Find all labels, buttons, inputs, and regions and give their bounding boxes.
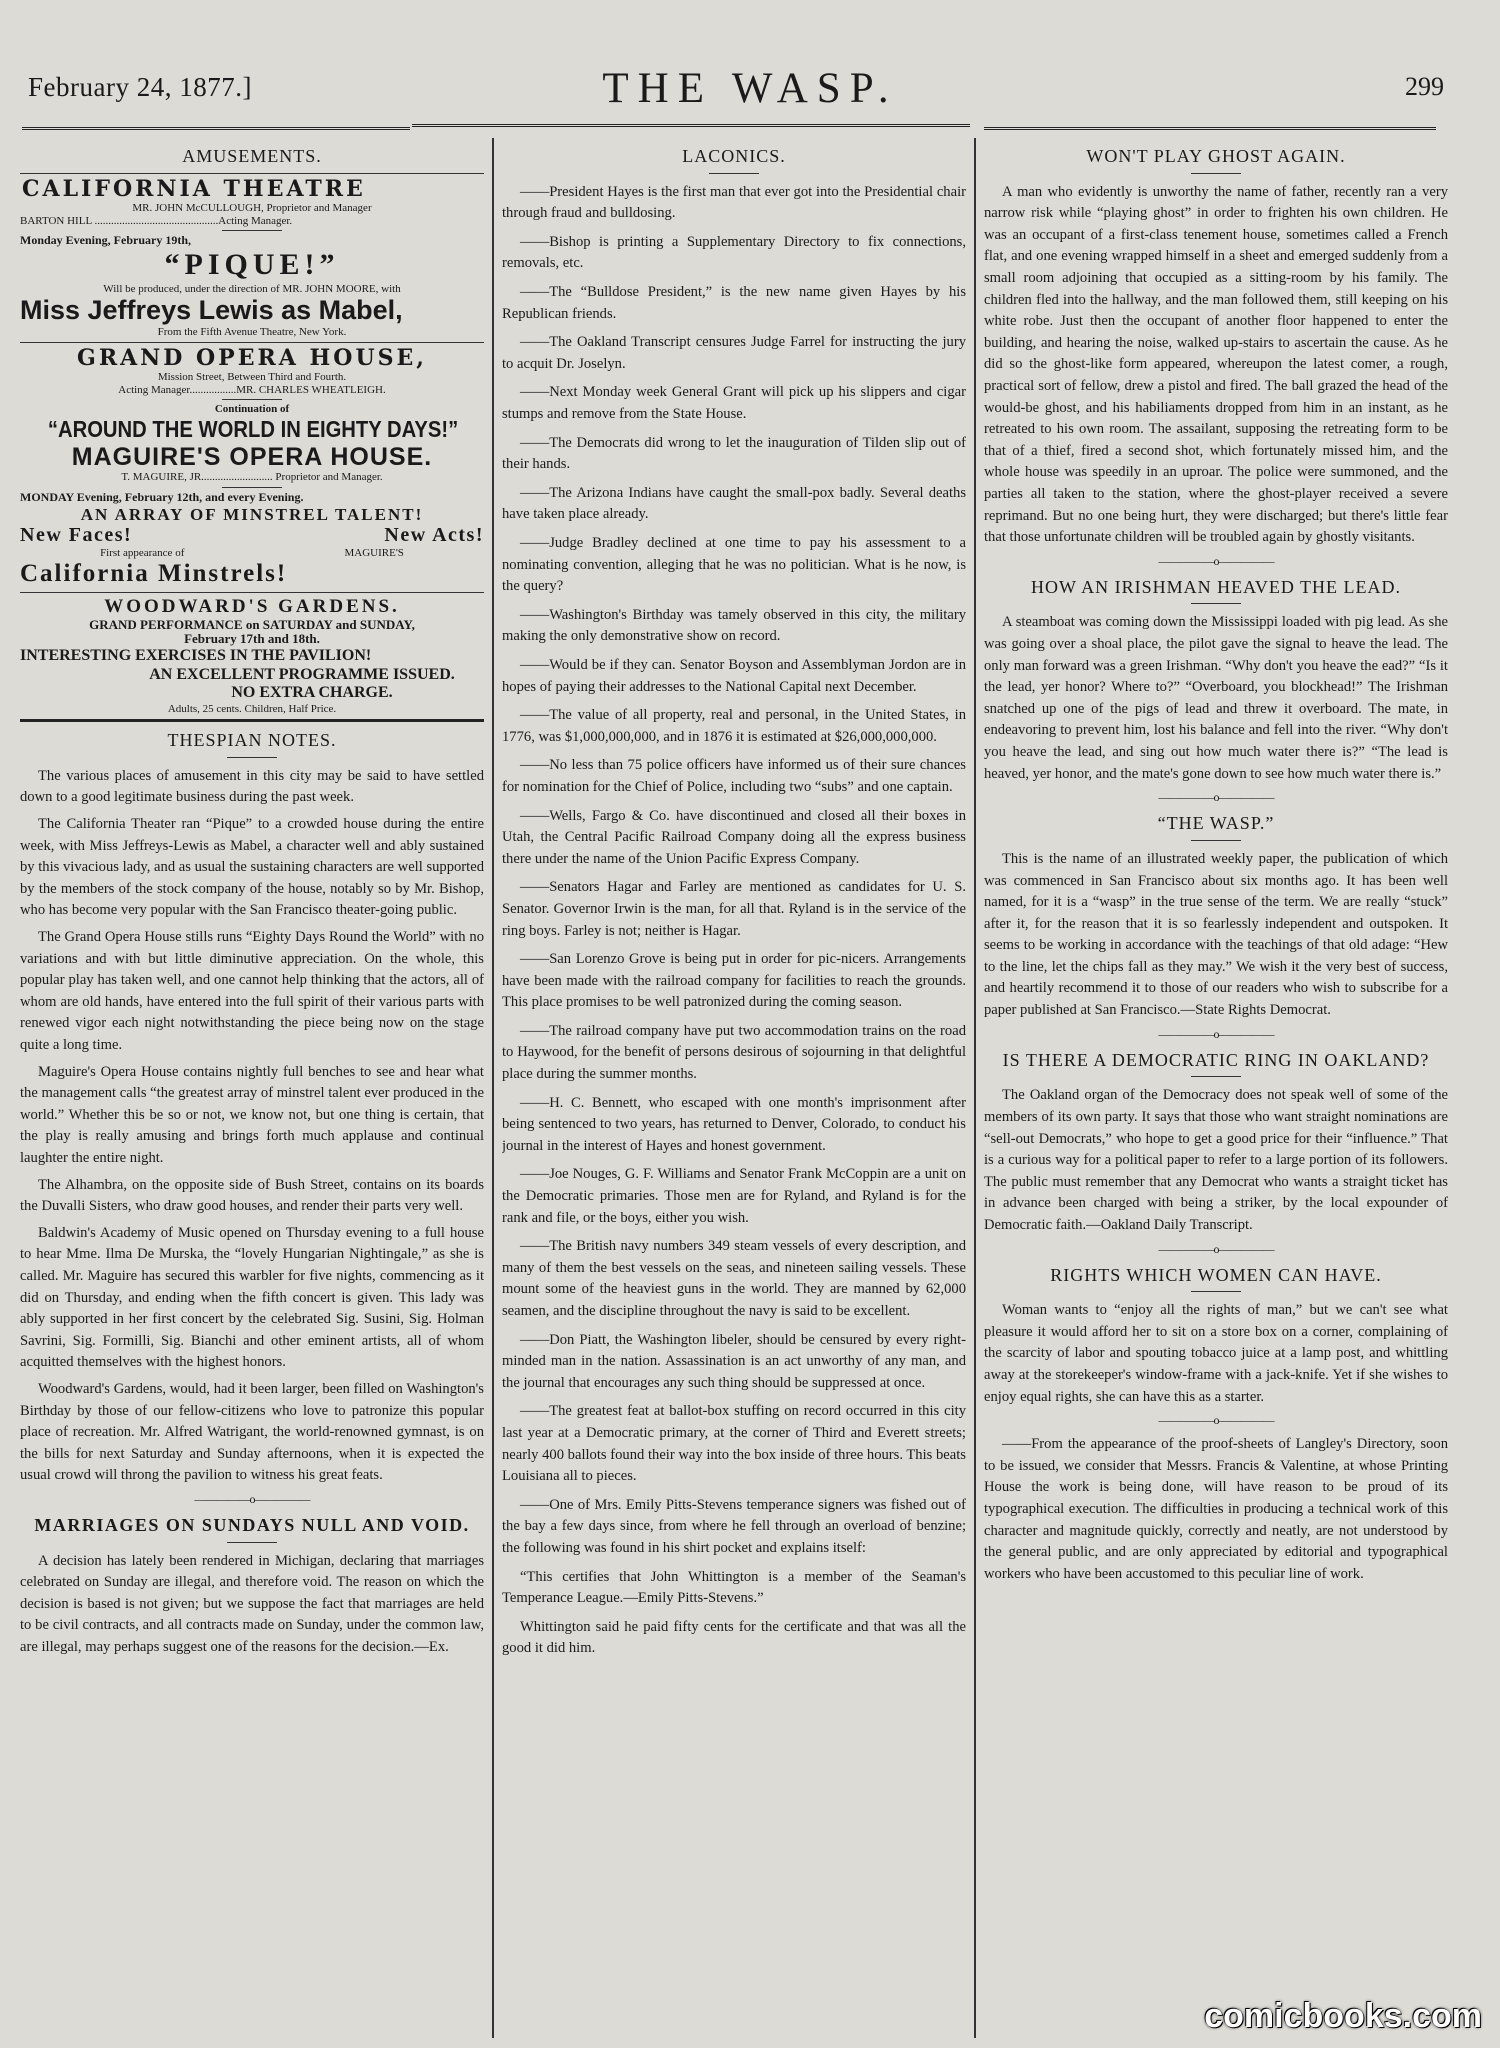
header-rule-left [22, 127, 410, 130]
divider [227, 757, 277, 758]
divider [1191, 603, 1241, 604]
section-divider: ————— o ————— [984, 1242, 1448, 1257]
issue-date: February 24, 1877.] [28, 72, 252, 102]
ad-line: Mission Street, Between Third and Fourth. [157, 371, 347, 384]
laconic-item: ——Senators Hagar and Farley are mentioned as candidates for U. S. Senator. Governor Irwin is the man, for all that. Ryland is in the service of the ring boys. Farley is not; neither is Hagar. [502, 879, 966, 939]
divider [709, 173, 759, 174]
laconic-item: ——Wells, Fargo & Co. have discontinued and closed all their boxes in Utah, the Central Pacific Railroad Company doing all the express business there under the name of the Union Pacific Express Company. [502, 807, 966, 867]
watermark-logo: comicbooks.com [1204, 1997, 1482, 2035]
new-faces-acts [20, 524, 484, 547]
ad-line: NO EXTRA CHARGE. [231, 684, 393, 702]
ghost-heading: WON'T PLAY GHOST AGAIN. [1086, 146, 1346, 166]
laconic-item: ——The Arizona Indians have caught the small-pox badly. Several deaths have taken place already. [502, 484, 966, 523]
ring-heading: IS THERE A DEMOCRATIC RING IN OAKLAND? [1002, 1049, 1430, 1070]
ad-line: February 17th and 18th. [184, 631, 320, 647]
column-left [20, 138, 484, 2048]
grand-opera-title: GRAND OPERA HOUSE, [77, 344, 427, 371]
laconic-item: ——Washington's Birthday was tamely observed in this city, the military making the only demonstrative show on record. [502, 606, 966, 645]
woodwards-title: WOODWARD'S GARDENS. [104, 595, 400, 617]
column-divider-1 [492, 138, 494, 2038]
ad-line: Continuation of [214, 403, 290, 416]
section-divider: ————— o ————— [20, 1492, 484, 1507]
ad-line: AN EXCELLENT PROGRAMME ISSUED. [149, 665, 455, 683]
header-rule-center [412, 124, 970, 127]
amusements-heading: AMUSEMENTS. [182, 146, 322, 166]
column-right [984, 138, 1448, 2048]
ad-line: Acting Manager.................MR. CHARLES WHEATLEIGH. [118, 383, 386, 396]
ad-prices: Adults, 25 cents. Children, Half Price. [167, 702, 337, 715]
section-divider: ————— o ————— [984, 790, 1448, 805]
langley-paragraph: ——From the appearance of the proof-sheets of Langley's Directory, soon to be issued, we consider that Messrs. Francis & Valentine, at whose Printing House the work is being done, will have reason to be proud of its typographical execution. The difficulties in producing a technical work of this character and magnitude quickly, correctly and neatly, are not understood by the general public, and are only appreciated by editorial and typographical workers who have been accustomed to this peculiar line of work. [984, 1436, 1448, 1582]
laconic-item: ——One of Mrs. Emily Pitts-Stevens temperance signers was fished out of the bay a few days since, from where he fell through an overload of benzine; the following was found in his shirt pocket and explains itself: [502, 1496, 966, 1556]
laconic-item: ——H. C. Bennett, who escaped with one month's imprisonment after being sentenced to two years, has returned to Denver, Colorado, to conduct his journal in the interest of Hayes and honest government. [502, 1094, 966, 1154]
maguire-title: MAGUIRE'S OPERA HOUSE. [71, 442, 433, 471]
laconic-item: ——Next Monday week General Grant will pick up his slippers and cigar stumps and remove from the State House. [502, 384, 966, 423]
wasp-heading: “THE WASP.” [1157, 813, 1275, 834]
ad-line: T. MAGUIRE, JR.......................... Proprietor and Manager. [121, 471, 383, 484]
new-acts: New Acts! [384, 524, 484, 547]
divider [20, 719, 484, 722]
rights-heading: RIGHTS WHICH WOMEN CAN HAVE. [1050, 1264, 1382, 1285]
laconic-item: ——Judge Bradley declined at one time to pay his assessment to a nominating convention, alleging that he was no politician. What is he now, is the query? [502, 535, 966, 595]
page-header [0, 60, 1500, 120]
masthead-title: THE WASP. [602, 65, 898, 112]
laconic-item: ——President Hayes is the first man that ever got into the Presidential chair through fraud and bulldosing. [502, 183, 966, 222]
ghost-paragraph: A man who evidently is unworthy the name of father, recently ran a very narrow risk while “playing ghost” in order to frighten his own children. He was an occupant of a first-class tenement house, sometimes called a French flat, and one evening wrapped himself in a sheet and emerged suddenly from a small room adjoining that occupied as a sitting-room by his family. The children fled into the hallway, and the man followed them, still keeping on his white robe. Just then the occupant of another floor happened to enter the building, and hearing the noise, walked up-stairs to ascertain the cause. As he did so the ghost-like form appeared, whereupon the latest comer, a rough, practical sort of fellow, drew a pistol and fired. The ball grazed the head of the would-be ghost, and his habiliaments dropped from him in an instant, as he retreated to his own room. The assailant, supposing the retreating form to be that of a thief, fired a second shot, which fortunately missed him, and the whole house was speedily in an uproar. The police were summoned, and the parties all taken to the station, where the ghost-player received a severe reprimand. But no one being hurt, they were discharged; but there's little fear that those unfortunate children will be troubled again by ghostly visitants. [984, 183, 1448, 546]
divider [1191, 840, 1241, 841]
laconics-heading: LACONICS. [682, 146, 786, 166]
laconic-item: ——No less than 75 police officers have informed us of their sure chances for nomination for the Chief of Police, including two “subs” and one captain. [502, 757, 966, 795]
california-minstrels-title: California Minstrels! [20, 559, 288, 587]
laconic-item: ——The value of all property, real and personal, in the United States, in 1776, was $1,000,000,000, and in 1876 it is estimated at $26,000,000,000. [502, 707, 966, 745]
laconic-item: ——Don Piatt, the Washington libeler, should be censured by every right-minded man in the nation. Assassination is an act unworthy of any man, and the journal that encourages any such thing should be suppressed at once. [502, 1331, 966, 1391]
laconic-quote: “This certifies that John Whittington is a member of the Seaman's Temperance League.—Emily Pitts-Stevens.” [502, 1568, 966, 1607]
laconic-item: ——The railroad company have put two accommodation trains on the road to Haywood, for the benefit of persons desirous of sojourning in that delightful place during the summer months. [502, 1022, 966, 1083]
thespian-paragraph: The California Theater ran “Pique” to a crowded house during the entire week, with Miss Jeffreys-Lewis as Mabel, a character well and ably sustained by this vivacious lady, and as usual the sustaining characters are well supported by the members of the stock company of the house, notably so by Mr. Bishop, who has become very popular with the San Francisco theater-going public. [20, 816, 484, 919]
marriages-paragraph: A decision has lately been rendered in Michigan, declaring that marriages celebrated on Sunday are illegal, and therefore void. The reason on which the decision is based is not given; but we suppose the fact that marriages are held to be civil contracts, and all contracts made on Sunday, under the common law, are illegal, may perhaps suggest one of the reasons for the decision.—Ex. [20, 1552, 484, 1655]
new-faces: New Faces! [20, 524, 133, 547]
thespian-paragraph: The Alhambra, on the opposite side of Bush Street, contains on its boards the Duvalli Sisters, who draw good houses, and render their parts very well. [20, 1176, 484, 1215]
ad-line: GRAND PERFORMANCE on SATURDAY and SUNDAY, [89, 616, 415, 632]
column-divider-2 [974, 138, 976, 2038]
laconic-item: ——Would be if they can. Senator Boyson and Assemblyman Jordon are in hopes of paying their addresses to the National Capital next December. [502, 656, 966, 695]
page-number: 299 [1405, 72, 1444, 101]
header-rule-right [984, 127, 1436, 130]
laconic-item: ——The Oakland Transcript censures Judge Farrel for instructing the jury to acquit Dr. Joselyn. [502, 334, 966, 372]
irishman-paragraph: A steamboat was coming down the Mississippi loaded with pig lead. As she was going over a shoal place, the pilot gave the signal to heave the lead. The only man forward was a green Irishman. “Why don't you heave the ead?” “Is it the lead, yer honor? Where to?” “Overboard, you blockhead!” The Irishman snatched up one of the pigs of lead and threw it overboard. The mate, in endeavoring to prevent him, lost his balance and fell into the river. “Why don't you heave the lead, and sing out how much water there is?” “The lead is heaved, yer honor, and the mate's gone down to see how much water there is.” [984, 614, 1448, 782]
divider [1191, 1076, 1241, 1077]
thespian-heading: THESPIAN NOTES. [167, 730, 337, 751]
lewis-line: Miss Jeffreys Lewis as Mabel, [20, 295, 403, 326]
ad-line: Will be produced, under the direction of MR. JOHN MOORE, with [103, 282, 401, 295]
laconic-item: ——The British navy numbers 349 steam vessels of every description, and many of them the best vessels on the seas, and nineteen sailing vessels. These mount some of the heaviest guns in the world. They are manned by 62,000 seamen, and the discipline throughout the navy is said to be excellent. [502, 1238, 966, 1319]
ad-line: MR. JOHN McCULLOUGH, Proprietor and Manager [132, 201, 372, 214]
divider [1191, 173, 1241, 174]
around-the-world-title: “AROUND THE WORLD IN EIGHTY DAYS!” [47, 416, 459, 443]
laconic-item: ——Bishop is printing a Supplementary Directory to fix connections, removals, etc. [502, 233, 966, 272]
ad-line: From the Fifth Avenue Theatre, New York. [157, 326, 347, 339]
thespian-paragraph: Woodward's Gardens, would, had it been larger, been filled on Washington's Birthday by those of our fellow-citizens who love to patronize this popular place of recreation. Mr. Alfred Watrigant, the world-renowned gymnast, is on the bills for next Saturday and Sunday afternoons, when it is expected the usual crowd will throng the pavilion to witness his great feats. [20, 1380, 484, 1484]
divider [222, 230, 282, 231]
laconic-closing: Whittington said he paid fifty cents for the certificate and that was all the good it did him. [502, 1618, 966, 1657]
irishman-heading: HOW AN IRISHMAN HEAVED THE LEAD. [1031, 576, 1401, 597]
section-divider: ————— o ————— [984, 1027, 1448, 1042]
ad-date-line: Monday Evening, February 19th, [20, 233, 192, 248]
divider [1191, 1291, 1241, 1292]
thespian-paragraph: The various places of amusement in this city may be said to have settled down to a good legitimate business during the past week. [20, 767, 484, 806]
ad-line: INTERESTING EXERCISES IN THE PAVILION! [20, 647, 372, 665]
laconic-item: ——The Democrats did wrong to let the inauguration of Tilden slip out of their hands. [502, 434, 966, 473]
california-theatre-title: CALIFORNIA THEATRE [22, 175, 366, 202]
divider [20, 592, 484, 593]
divider [20, 173, 484, 174]
divider [227, 1542, 277, 1543]
amusements-ads [20, 177, 484, 716]
divider [20, 342, 484, 343]
column-center [502, 138, 966, 2048]
ad-date-line: MONDAY Evening, February 12th, and every Evening. [20, 489, 304, 504]
minstrel-line: AN ARRAY OF MINSTREL TALENT! [80, 504, 424, 524]
section-divider: ————— o ————— [984, 554, 1448, 569]
thespian-paragraph: Maguire's Opera House contains nightly full benches to see and hear what the management calls “the greatest array of minstrel talent ever produced in the world.” Whether this be so or not, we know not, but one thing is certain, that the play is really amusing and brings forth much applause and continual laughter the entire night. [20, 1063, 484, 1166]
laconic-item: ——Joe Nouges, G. F. Williams and Senator Frank McCoppin are a unit on the Democratic primaries. Those men are for Ryland, and Ryland is for the rank and file, or the boys, either you wish. [502, 1166, 966, 1226]
laconic-item: ——San Lorenzo Grove is being put in order for pic-nicers. Arrangements have been made with the railroad company for facilities to reach the grounds. This place promises to be well patronized during the coming season. [502, 951, 966, 1011]
thespian-paragraph: The Grand Opera House stills runs “Eighty Days Round the World” with no variations and with but little diminutive appreciation. On the whole, this popular play has taken well, and one cannot help thinking that the actors, all of whom are old hands, have entered into the full spirit of their various parts with renewed vigor each night notwithstanding the piece being now on the stage quite a long time. [20, 929, 484, 1054]
divider [222, 487, 282, 488]
marriages-heading: MARRIAGES ON SUNDAYS NULL AND VOID. [34, 1514, 470, 1535]
divider [222, 399, 282, 400]
first-appearance-line: First appearance of MAGUIRE'S [100, 547, 404, 560]
ring-paragraph: The Oakland organ of the Democracy does not speak well of some of the members of its own party. It says that those who want straight nominations are “sell-out Democrats,” who hope to get a good price for their “influence.” That is a curious way for a political paper to refer to a large portion of its followers. The public must remember that any Democrat who wants a straight ticket has in advance been charged with being a striker, by the local expounder of Democratic faith.—Oakland Daily Transcript. [984, 1087, 1448, 1233]
section-divider: ————— o ————— [984, 1413, 1448, 1428]
laconic-item: ——The greatest feat at ballot-box stuffing on record occurred in this city last year at a Democratic primary, at the corner of Third and Everett streets; nearly 400 ballots found their way into the box inside of three hours. This beats Louisiana all to pieces. [502, 1403, 966, 1485]
laconic-item: ——The “Bulldose President,” is the new name given Hayes by his Republican friends. [502, 284, 966, 322]
pique-title: “PIQUE!” [164, 248, 340, 282]
rights-paragraph: Woman wants to “enjoy all the rights of man,” but we can't see what pleasure it would afford her to sit on a store box on a corner, complaining of the scarcity of labor and spouting tobacco juice at a lamp post, and whittling away at the storekeeper's window-frame with a jack-knife. Yet if she wishes to enjoy equal rights, she can have this as a starter. [984, 1302, 1448, 1405]
wasp-paragraph: This is the name of an illustrated weekly paper, the publication of which was commenced in San Francisco about six months ago. It has been well named, for it is a “wasp” in the true sense of the term. We are really “stuck” after it, for the reason that it is so fearlessly independent and outspoken. It seems to be working in accordance with the teachings of that old adage: “Hew to the line, let the chips fall as they may.” We wish it the very best of success, and heartily recommend it to those of our readers who wish to subscribe for a paper published at San Francisco.—State Rights Democrat. [984, 850, 1448, 1019]
ad-line: BARTON HILL .............................................Acting Manager. [20, 214, 293, 227]
thespian-paragraph: Baldwin's Academy of Music opened on Thursday evening to a full house to hear Mme. Ilma De Murska, the “lovely Hungarian Nightingale,” as she is called. Mr. Maguire has secured this warbler for five nights, commencing as it did on Thursday, and ending when the fifth concert is given. This lady was ably supported in her first concert by the celebrated Sig. Susini, Sig. Holman Savrini, Sig. Formilli, Sig. Bianchi and other eminent artists, all of whom acquitted themselves with the highest honors. [20, 1224, 484, 1371]
